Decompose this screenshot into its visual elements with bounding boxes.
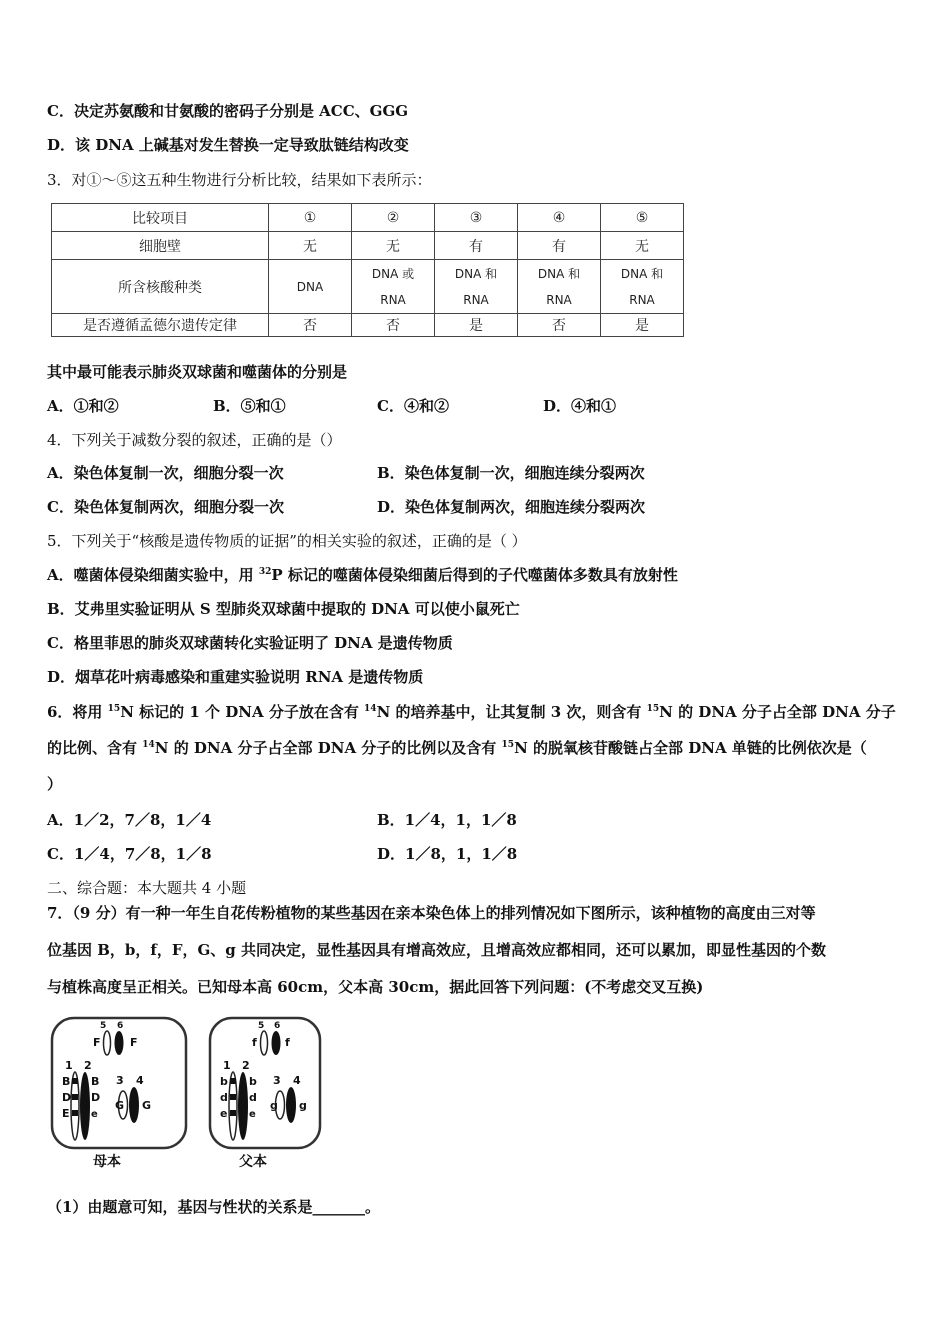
gene-label: f	[285, 1036, 290, 1049]
father-caption: 父本	[239, 1154, 267, 1170]
q6-text: N 的 DNA 分子占全部 DNA 分子的比例以及含有	[154, 739, 502, 757]
gene-label: G	[115, 1099, 125, 1112]
chromosome-number: 1	[65, 1059, 73, 1072]
q6-text: N 标记的 1 个 DNA 分子放在含有	[120, 703, 365, 721]
table-cell: 否	[518, 314, 601, 337]
cell-line: DNA 和	[454, 266, 498, 281]
gene-label: b	[220, 1075, 228, 1088]
q6-superscript: 15	[646, 704, 660, 714]
table-header-cell: ⑤	[601, 204, 684, 232]
mother-cell-diagram	[48, 1016, 190, 1172]
gene-locus	[230, 1094, 236, 1100]
table-cell	[518, 260, 601, 314]
q6-superscript: 14	[364, 704, 377, 714]
q6-text: N 的脱氧核苷酸链占全部 DNA 单链的比例依次是（	[514, 739, 867, 757]
gene-label: b	[249, 1075, 257, 1088]
chromosome-6	[115, 1031, 124, 1055]
chromosome-number: 5	[100, 1021, 107, 1031]
q5-a-superscript: 32	[258, 567, 272, 577]
gene-locus	[72, 1110, 78, 1116]
q6-option-c: C．1／4，7／8，1／8	[47, 845, 212, 863]
gene-label: G	[142, 1099, 152, 1112]
gene-locus	[72, 1094, 78, 1100]
q6-text: 的比例、含有	[47, 739, 143, 757]
table-header-cell: ③	[435, 204, 518, 232]
father-cell-diagram	[207, 1016, 325, 1172]
q3-option-d: D．④和①	[543, 397, 617, 415]
q3-question: 其中最可能表示肺炎双球菌和噬菌体的分别是	[47, 363, 348, 381]
cell-line: DNA 和	[537, 266, 581, 281]
table-row	[52, 232, 684, 260]
chromosome-2	[238, 1072, 248, 1140]
gene-locus	[230, 1110, 236, 1116]
q6-superscript: 14	[142, 740, 155, 750]
chromosome-5	[104, 1031, 111, 1055]
gene-label: d	[249, 1091, 257, 1104]
chromosome-2	[80, 1072, 90, 1140]
chromosome-number: 3	[273, 1074, 281, 1087]
table-cell	[435, 260, 518, 314]
chromosome-number: 4	[293, 1074, 301, 1087]
q7-stem-line3: 与植株高度呈正相关。已知母本高 60cm，父本高 30cm，据此回答下列问题：(不考虑交叉互换)	[47, 978, 704, 996]
table-header-row	[52, 204, 684, 232]
table-cell: 有	[518, 232, 601, 260]
q2-option-d: D．该 DNA 上碱基对发生替换一定导致肽链结构改变	[47, 136, 409, 154]
chromosome-number: 3	[116, 1074, 124, 1087]
table-cell	[352, 260, 435, 314]
q6-stem-line2	[47, 738, 867, 758]
row-label: 是否遵循孟德尔遗传定律	[52, 314, 269, 337]
chromosome-4	[286, 1087, 296, 1123]
table-row	[52, 314, 684, 337]
table-header-cell: ①	[269, 204, 352, 232]
gene-label: B	[62, 1075, 71, 1088]
q5-option-a	[47, 565, 678, 585]
cell-line: DNA 或	[371, 266, 415, 281]
q4-option-b: B．染色体复制一次，细胞连续分裂两次	[377, 464, 645, 482]
q2-option-c: C．决定苏氨酸和甘氨酸的密码子分别是 ACC、GGG	[47, 102, 409, 120]
q6-text: 6．将用	[47, 703, 108, 721]
q6-option-a: A．1／2，7／8，1／4	[47, 811, 212, 829]
gene-label: F	[93, 1036, 101, 1049]
q7-stem-line2: 位基因 B，b，f，F，G、g 共同决定，显性基因具有增高效应，且增高效应都相同，还可以累加，即显性基因的个数	[47, 941, 827, 959]
q6-text: N 的培养基中，让其复制 3 次，则含有	[376, 703, 647, 721]
table-row	[52, 260, 684, 314]
gene-locus	[72, 1078, 78, 1084]
q6-superscript: 15	[107, 704, 121, 714]
table-header-cell: 比较项目	[52, 204, 269, 232]
chromosome-number: 5	[258, 1021, 265, 1031]
q5-option-c: C．格里菲思的肺炎双球菌转化实验证明了 DNA 是遗传物质	[47, 634, 453, 652]
table-cell: 是	[601, 314, 684, 337]
cell-line: DNA 和	[620, 266, 664, 281]
gene-label: d	[220, 1091, 228, 1104]
chromosome-number: 4	[136, 1074, 144, 1087]
comparison-table	[51, 203, 684, 337]
gene-label: F	[130, 1036, 138, 1049]
table-cell: 是	[435, 314, 518, 337]
chromosome-4	[129, 1087, 139, 1123]
cell-line: RNA	[463, 292, 489, 307]
table-cell: 否	[352, 314, 435, 337]
cell-line: RNA	[546, 292, 572, 307]
table-cell: 无	[269, 232, 352, 260]
gene-label: e	[249, 1109, 256, 1120]
q3-stem: 3．对①～⑤这五种生物进行分析比较，结果如下表所示：	[47, 171, 432, 189]
q6-stem-line1	[47, 702, 896, 722]
gene-label: D	[62, 1091, 72, 1104]
row-label: 细胞壁	[52, 232, 269, 260]
q5-a-text: P 标记的噬菌体侵染细菌后得到的子代噬菌体多数具有放射性	[271, 566, 678, 584]
table-header-cell: ④	[518, 204, 601, 232]
gene-label: e	[220, 1107, 228, 1120]
gene-label: e	[91, 1109, 98, 1120]
mother-caption: 母本	[93, 1154, 121, 1170]
table-cell: 有	[435, 232, 518, 260]
table-cell: 无	[601, 232, 684, 260]
chromosome-5	[261, 1031, 268, 1055]
gene-label: g	[299, 1099, 307, 1112]
q4-option-a: A．染色体复制一次，细胞分裂一次	[47, 464, 284, 482]
table-cell: 否	[269, 314, 352, 337]
q5-option-b: B．艾弗里实验证明从 S 型肺炎双球菌中提取的 DNA 可以使小鼠死亡	[47, 600, 520, 618]
gene-label: D	[91, 1091, 101, 1104]
cell-line: RNA	[380, 292, 406, 307]
chromosome-number: 2	[84, 1059, 92, 1072]
q6-option-d: D．1／8，1，1／8	[377, 845, 518, 863]
gene-label: g	[270, 1099, 278, 1112]
q5-stem: 5．下列关于“核酸是遗传物质的证据”的相关实验的叙述，正确的是（ ）	[47, 532, 527, 550]
table-cell: 无	[352, 232, 435, 260]
q5-a-text: A．噬菌体侵染细菌实验中，用	[47, 566, 259, 584]
table-header-cell: ②	[352, 204, 435, 232]
row-label: 所含核酸种类	[52, 260, 269, 314]
q7-sub-question-1: （1）由题意可知，基因与性状的关系是_______。	[47, 1198, 380, 1216]
chromosome-number: 6	[274, 1021, 281, 1031]
q6-superscript: 15	[501, 740, 515, 750]
table-cell	[601, 260, 684, 314]
q5-option-d: D．烟草花叶病毒感染和重建实验说明 RNA 是遗传物质	[47, 668, 424, 686]
q4-stem: 4．下列关于减数分裂的叙述，正确的是（）	[47, 431, 342, 449]
q4-option-d: D．染色体复制两次，细胞连续分裂两次	[377, 498, 646, 516]
gene-label: E	[62, 1107, 70, 1120]
q3-option-a: A．①和②	[47, 397, 119, 415]
chromosome-number: 1	[223, 1059, 231, 1072]
q3-option-c: C．④和②	[377, 397, 449, 415]
table-cell: DNA	[269, 260, 352, 314]
q6-option-b: B．1／4，1，1／8	[377, 811, 517, 829]
q6-text: N 的 DNA 分子占全部 DNA 分子	[659, 703, 896, 721]
chromosome-number: 6	[117, 1021, 124, 1031]
gene-label: f	[252, 1036, 257, 1049]
q4-option-c: C．染色体复制两次，细胞分裂一次	[47, 498, 284, 516]
q7-stem-line1: 7．（9 分）有一种一年生自花传粉植物的某些基因在亲本染色体上的排列情况如下图所示，该种植物的高度由三对等	[47, 904, 816, 922]
gene-label: B	[91, 1075, 100, 1088]
chromosome-6	[272, 1031, 281, 1055]
gene-locus	[230, 1078, 236, 1084]
q3-option-b: B．⑤和①	[213, 397, 286, 415]
section-heading: 二、综合题：本大题共 4 小题	[47, 879, 247, 897]
cell-line: RNA	[629, 292, 655, 307]
chromosome-number: 2	[242, 1059, 250, 1072]
q6-stem-line3: ）	[47, 775, 63, 793]
